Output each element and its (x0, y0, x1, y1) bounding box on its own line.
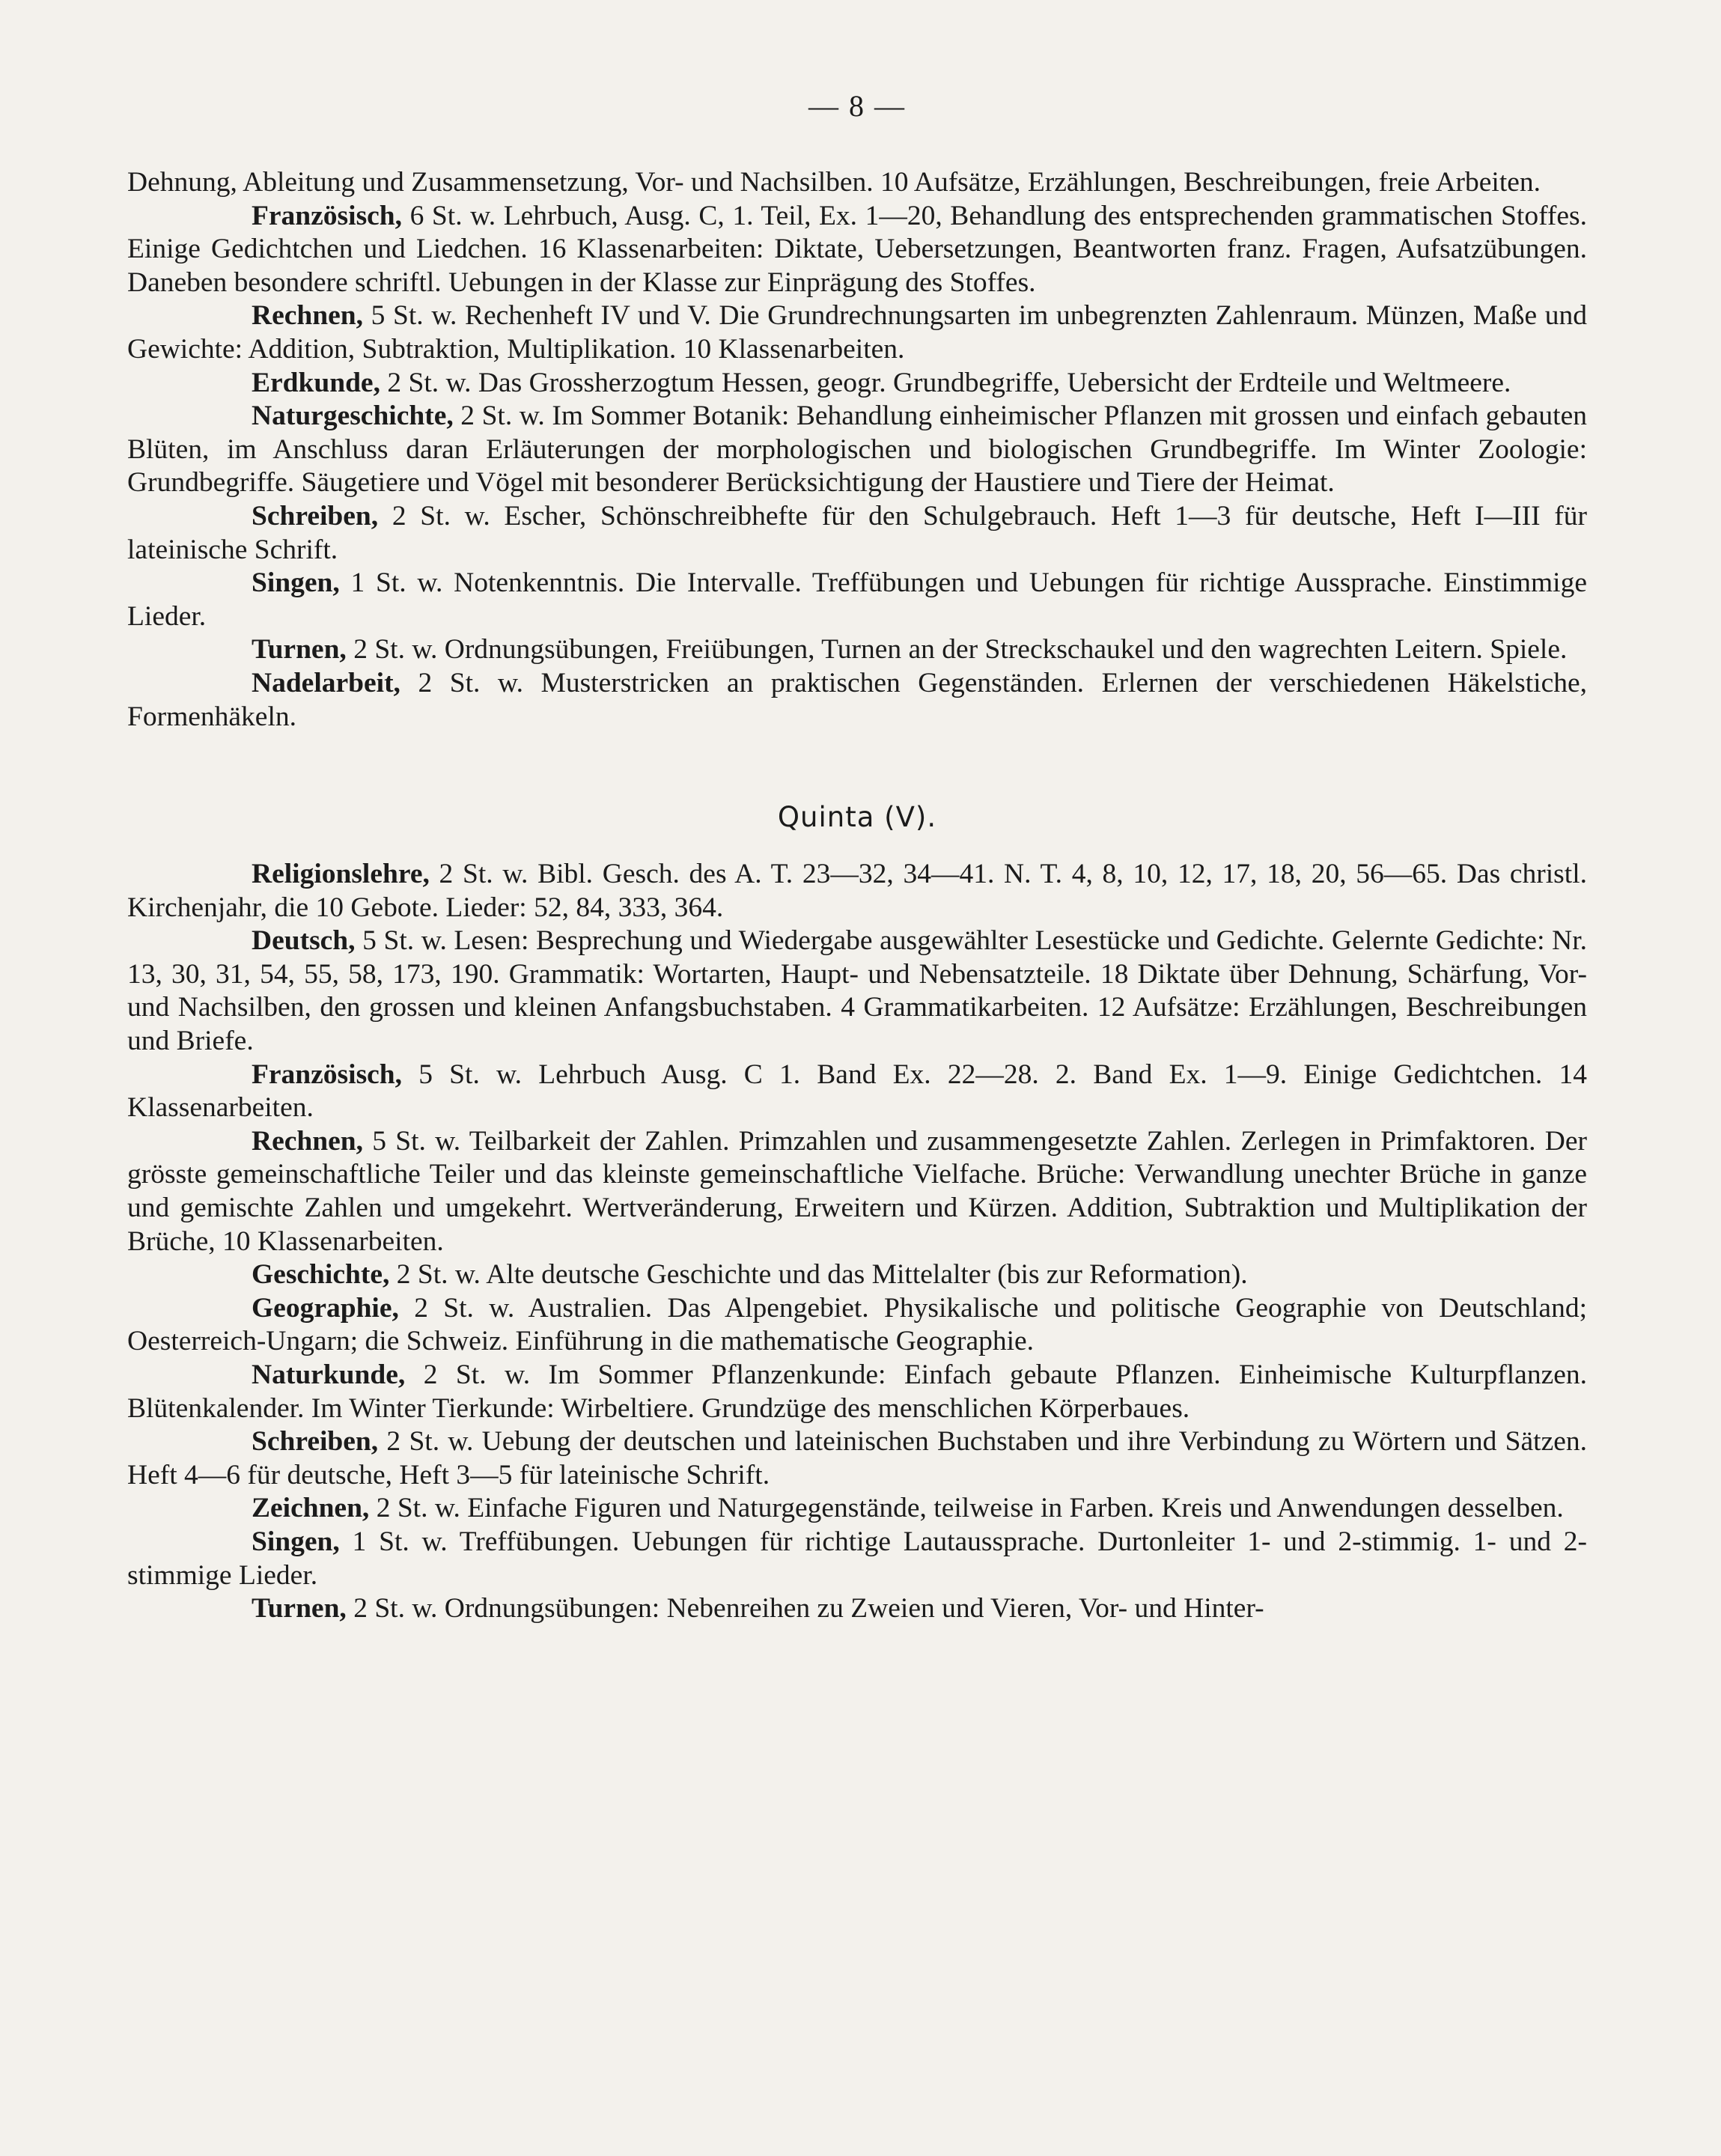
subject-text: 5 St. w. Teilbarkeit der Zahlen. Primzahlen und zusammengesetzte Zahlen. Zerlegen in Primfaktoren. Der grösste gemeinschaftliche Teiler und das kleinste gemeinschaftliche Vielfache. Brüche: Verwandlung unechter Brüche in ganze und gemischte Zahlen und umgekehrt. Wertveränderung, Erweitern und Kürzen. Addition, Subtraktion und Multiplikation der Brüche, 10 Klassenarbeiten. (127, 1125, 1587, 1257)
subject-text: 5 St. w. Lesen: Besprechung und Wiedergabe ausgewählter Lesestücke und Gedichte. Gelernte Gedichte: Nr. 13, 30, 31, 54, 55, 58, 173, 190. Grammatik: Wortarten, Haupt- und Nebensatzteile. 18 Diktate über Dehnung, Schärfung, Vor- und Nachsilben, den grossen und kleinen Anfangsbuchstaben. 4 Grammatikarbeiten. 12 Aufsätze: Erzählungen, Beschreibungen und Briefe. (127, 925, 1587, 1057)
subject-name: Zeichnen, (252, 1493, 370, 1524)
section-sexta-continued (127, 200, 1587, 734)
subject-entry (127, 1125, 1587, 1258)
subject-name: Französisch, (252, 1059, 403, 1090)
subject-entry (127, 1492, 1587, 1526)
subject-name: Turnen, (252, 1593, 347, 1624)
subject-entry (127, 367, 1587, 401)
subject-entry (127, 1592, 1587, 1626)
page-content (127, 166, 1587, 1626)
subject-text: 2 St. w. Musterstricken an praktischen Gegenständen. Erlernen der verschiedenen Häkelstiche, Formenhäkeln. (127, 667, 1587, 732)
subject-text: 2 St. w. Bibl. Gesch. des A. T. 23—32, 34—41. N. T. 4, 8, 10, 12, 17, 18, 20, 56—65. Das christl. Kirchenjahr, die 10 Gebote. Lieder: 52, 84, 333, 364. (127, 859, 1587, 923)
subject-name: Geographie, (252, 1292, 399, 1324)
subject-entry (127, 299, 1587, 366)
subject-name: Singen, (252, 1526, 340, 1557)
subject-text: 2 St. w. Australien. Das Alpengebiet. Physikalische und politische Geographie von Deutschland; Oesterreich-Ungarn; die Schweiz. Einführung in die mathematische Geographie. (127, 1292, 1587, 1357)
subject-entry (127, 1359, 1587, 1425)
subject-text: 2 St. w. Im Sommer Botanik: Behandlung einheimischer Pflanzen mit grossen und einfach gebauten Blüten, im Anschluss daran Erläuterungen der morphologischen und biologischen Grundbegriffe. Im Winter Zoologie: Grundbegriffe. Säugetiere und Vögel mit besonderer Berücksichtigung der Haustiere und Tiere der Heimat. (127, 401, 1587, 499)
subject-entry (127, 500, 1587, 567)
subject-name: Französisch, (252, 200, 403, 231)
subject-entry (127, 1059, 1587, 1125)
subject-name: Nadelarbeit, (252, 667, 400, 698)
subject-entry (127, 1258, 1587, 1292)
subject-entry (127, 1425, 1587, 1492)
subject-name: Singen, (252, 567, 340, 599)
subject-name: Religionslehre, (252, 859, 430, 890)
subject-name: Naturgeschichte, (252, 401, 454, 432)
subject-entry (127, 667, 1587, 734)
subject-entry (127, 1526, 1587, 1592)
subject-entry (127, 567, 1587, 633)
subject-name: Erdkunde, (252, 367, 380, 398)
subject-name: Schreiben, (252, 500, 379, 532)
subject-text: 2 St. w. Ordnungsübungen: Nebenreihen zu Zweien und Vieren, Vor- und Hinter- (346, 1593, 1264, 1624)
subject-name: Schreiben, (252, 1426, 379, 1458)
subject-text: 6 St. w. Lehrbuch, Ausg. C, 1. Teil, Ex. 1—20, Behandlung des entsprechenden grammatischen Stoffes. Einige Gedichtchen und Liedchen. 16 Klassenarbeiten: Diktate, Uebersetzungen, Beantworten franz. Fragen, Aufsatzübungen. Daneben besondere schriftl. Uebungen in der Klasse zur Einprägung des Stoffes. (127, 200, 1587, 298)
subject-entry (127, 925, 1587, 1058)
section-quinta (127, 858, 1587, 1626)
subject-text: 2 St. w. Ordnungsübungen, Freiübungen, Turnen an der Streckschaukel und den wagrechten Leitern. Spiele. (346, 634, 1568, 666)
subject-name: Naturkunde, (252, 1359, 406, 1390)
subject-entry (127, 1292, 1587, 1359)
subject-text: 2 St. w. Das Grossherzogtum Hessen, geogr. Grundbegriffe, Uebersicht der Erdteile und Weltmeere. (380, 367, 1511, 398)
subject-text: 2 St. w. Einfache Figuren und Naturgegenstände, teilweise in Farben. Kreis und Anwendungen desselben. (369, 1493, 1564, 1524)
document-page (127, 0, 1587, 2156)
subject-text: 1 St. w. Notenkenntnis. Die Intervalle. Treffübungen und Uebungen für richtige Aussprache. Einstimmige Lieder. (127, 567, 1587, 632)
page-number: — 8 — (808, 89, 906, 123)
subject-text: 5 St. w. Lehrbuch Ausg. C 1. Band Ex. 22—28. 2. Band Ex. 1—9. Einige Gedichtchen. 14 Klassenarbeiten. (127, 1059, 1587, 1124)
subject-text: 2 St. w. Im Sommer Pflanzenkunde: Einfach gebaute Pflanzen. Einheimische Kulturpflanzen. Blütenkalender. Im Winter Tierkunde: Wirbeltiere. Grundzüge des menschlichen Körperbaues. (127, 1359, 1587, 1424)
subject-entry (127, 400, 1587, 500)
subject-text: 2 St. w. Escher, Schönschreibhefte für den Schulgebrauch. Heft 1—3 für deutsche, Heft I—III für lateinische Schrift. (127, 500, 1587, 565)
subject-name: Deutsch, (252, 925, 356, 957)
continuation-paragraph: Dehnung, Ableitung und Zusammensetzung, Vor- und Nachsilben. 10 Aufsätze, Erzählungen, Beschreibungen, freie Arbeiten. (127, 167, 1541, 198)
subject-name: Rechnen, (252, 1125, 363, 1157)
subject-name: Geschichte, (252, 1259, 390, 1291)
subject-name: Rechnen, (252, 300, 363, 332)
subject-text: 2 St. w. Uebung der deutschen und lateinischen Buchstaben und ihre Verbindung zu Wörtern und Sätzen. Heft 4—6 für deutsche, Heft 3—5 für lateinische Schrift. (127, 1426, 1587, 1490)
subject-entry (127, 200, 1587, 300)
subject-name: Turnen, (252, 634, 347, 666)
subject-text: 1 St. w. Treffübungen. Uebungen für richtige Lautaussprache. Durtonleiter 1- und 2-stimmig. 1- und 2-stimmige Lieder. (127, 1526, 1587, 1591)
subject-text: 2 St. w. Alte deutsche Geschichte und das Mittelalter (bis zur Reformation). (389, 1259, 1248, 1291)
subject-entry (127, 858, 1587, 925)
subject-text: 5 St. w. Rechenheft IV und V. Die Grundrechnungsarten im unbegrenzten Zahlenraum. Münzen, Maße und Gewichte: Addition, Subtraktion, Multiplikation. 10 Klassenarbeiten. (127, 300, 1587, 365)
subject-entry (127, 633, 1587, 667)
section-heading-quinta: Quinta (V). (777, 801, 937, 834)
